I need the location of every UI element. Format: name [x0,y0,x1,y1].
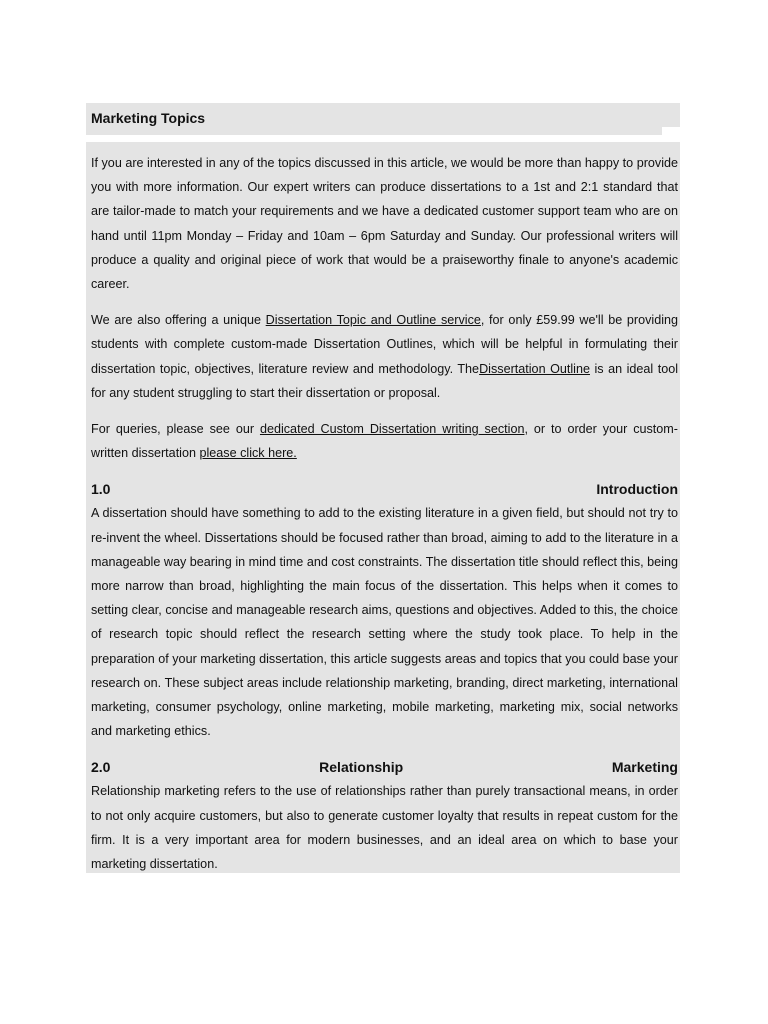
text-fragment: , for only £59.99 we'll be providing students with complete custom-made Dissertation Outlines, which will be helpful in formulating their dissertation topic, objectives, literature review and methodology. The [91,313,679,376]
section-number: 2.0 [91,759,111,776]
text-fragment: , or to order your custom-written dissertation [91,422,678,461]
queries-paragraph [91,417,678,465]
section-heading-introduction [91,477,678,501]
section-number: 1.0 [91,481,111,498]
introduction-paragraph: A dissertation should have something to add to the existing literature in a given field, but should not try to re-invent the wheel. Dissertations should be focused rather than broad, aiming to add to the literature in a manageable way bearing in mind time and cost constraints. The dissertation title should reflect this, being more narrow than broad, highlighting the main focus of the dissertation. This helps when it comes to setting clear, concise and manageable research aims, questions and objectives. Added to this, the choice of research topic should reflect the research setting where the study took place. To help in the preparation of your marketing dissertation, this article suggests areas and topics that you could base your research on. These subject areas include relationship marketing, branding, direct marketing, international marketing, consumer psychology, online marketing, mobile marketing, marketing mix, social networks and marketing ethics. [91,506,678,739]
dissertation-topic-outline-link[interactable]: Dissertation Topic and Outline service [265,313,481,328]
text-fragment: is an ideal tool for any student struggling to start their dissertation or proposal. [91,361,679,400]
relationship-marketing-paragraph: Relationship marketing refers to the use of relationships rather than purely transactional means, in order to not only acquire customers, but also to generate customer loyalty that results in repeat custom for the firm. It is a very important area for modern businesses, and an ideal area on which to base your marketing dissertation. [91,784,678,872]
text-fragment: We are also offering a unique [91,313,266,328]
title-background-strip [86,127,662,135]
outline-service-paragraph [91,308,678,405]
custom-dissertation-section-link[interactable]: dedicated Custom Dissertation writing section [259,422,525,437]
order-click-here-link[interactable]: please click here. [199,446,297,461]
section-title-word: Relationship [319,759,404,776]
intro-paragraph: If you are interested in any of the topics discussed in this article, we would be more than happy to provide you with more information. Our expert writers can produce dissertations to a 1st and 2:1 standard that are tailor-made to match your requirements and we have a dedicated customer support team who are on hand until 11pm Monday – Friday and 10am – 6pm Saturday and Sunday. Our professional writers will produce a quality and original piece of work that would be a praiseworthy finale to anyone's academic career. [91,156,678,292]
section-heading-relationship-marketing [91,755,678,779]
article-body [91,151,678,876]
page-title: Marketing Topics [91,110,206,126]
section-title: Introduction [596,481,678,498]
section-title-word: Marketing [611,759,678,776]
dissertation-outline-link[interactable]: Dissertation Outline [479,361,590,376]
text-fragment: For queries, please see our [91,422,260,437]
